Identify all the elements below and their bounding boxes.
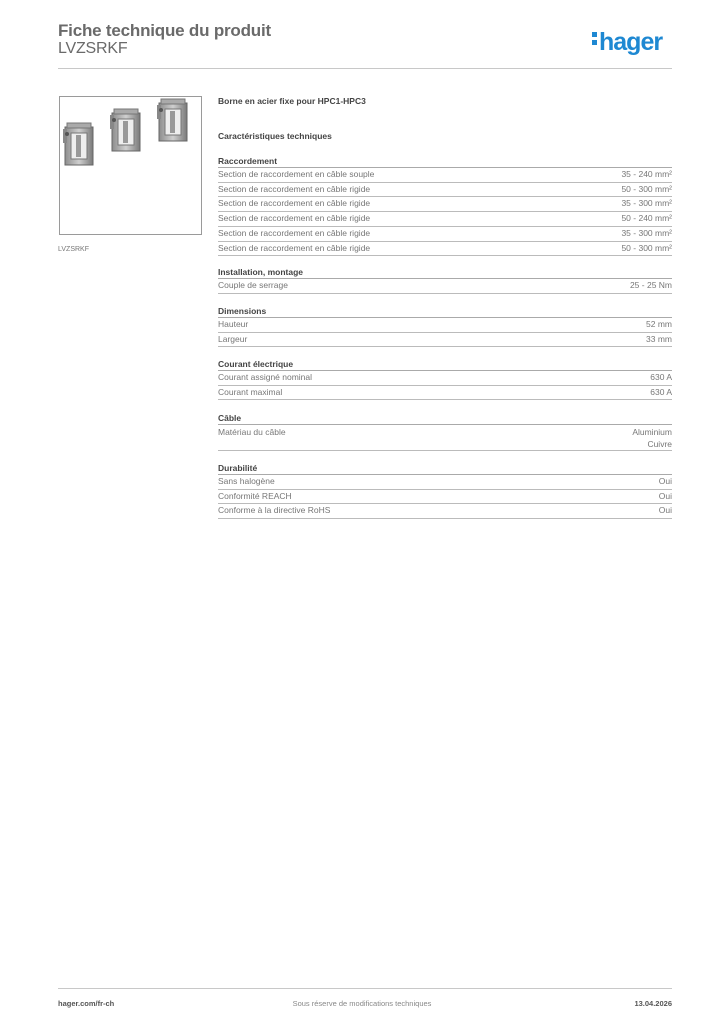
section-title: Courant électrique (218, 358, 672, 371)
row-label: Section de raccordement en câble souple (218, 169, 375, 179)
table-row (218, 490, 672, 505)
row-label: Section de raccordement en câble rigide (218, 213, 371, 224)
table-row (218, 371, 672, 386)
row-label: Section de raccordement en câble rigide (218, 227, 371, 238)
table-row (218, 197, 672, 212)
row-value: 35 - 300 mm² (621, 198, 672, 209)
row-value: Oui (658, 505, 672, 516)
row-label: Sans halogène (218, 476, 275, 486)
value-aluminium: Aluminium (632, 427, 672, 437)
table-row (218, 242, 672, 257)
section-courant (218, 358, 672, 400)
table-row (218, 386, 672, 401)
value-cuivre: Cuivre (647, 438, 672, 449)
section-cable (218, 412, 672, 451)
section-title: Dimensions (218, 305, 672, 318)
row-value: 25 - 25 Nm (629, 280, 672, 290)
table-row (218, 425, 672, 451)
row-label: Conformité REACH (218, 490, 292, 501)
section-dimensions (218, 305, 672, 347)
row-label: Matériau du câble (218, 427, 286, 437)
row-value: Oui (658, 476, 672, 486)
section-durabilite (218, 462, 672, 519)
table-row (218, 227, 672, 242)
row-label: Section de raccordement en câble rigide (218, 198, 371, 209)
row-value: 35 - 240 mm² (621, 169, 672, 179)
table-row (218, 279, 672, 294)
row-value (632, 427, 672, 450)
section-title: Durabilité (218, 462, 672, 475)
section-installation (218, 266, 672, 294)
row-value: 50 - 300 mm² (621, 183, 672, 194)
page-title: Fiche technique du produit (58, 21, 271, 40)
row-value: Oui (658, 490, 672, 501)
terminal-clamps-icon (60, 97, 201, 234)
characteristics-heading: Caractéristiques techniques (218, 131, 332, 141)
table-row (218, 318, 672, 333)
footer-divider (58, 988, 672, 989)
product-description: Borne en acier fixe pour HPC1-HPC3 (218, 96, 366, 106)
row-value: 50 - 240 mm² (621, 213, 672, 224)
row-value: 630 A (650, 372, 672, 382)
hager-logo (592, 28, 662, 57)
image-caption: LVZSRKF (58, 246, 89, 253)
section-title: Raccordement (218, 155, 672, 168)
row-label: Section de raccordement en câble rigide (218, 242, 371, 253)
row-value: 50 - 300 mm² (621, 242, 672, 253)
header-divider (58, 68, 672, 69)
row-value: 52 mm (646, 319, 672, 329)
row-label: Conforme à la directive RoHS (218, 505, 331, 516)
table-row (218, 475, 672, 490)
logo-dots-icon (592, 29, 597, 48)
table-row (218, 212, 672, 227)
row-label: Courant maximal (218, 386, 283, 397)
table-row (218, 504, 672, 519)
section-raccordement (218, 155, 672, 256)
table-row (218, 168, 672, 183)
table-row (218, 333, 672, 348)
row-value: 630 A (650, 386, 672, 397)
brand-name: hager (599, 28, 663, 56)
row-label: Largeur (218, 333, 248, 344)
table-row (218, 183, 672, 198)
product-image (59, 96, 202, 235)
section-title: Câble (218, 412, 672, 425)
section-title: Installation, montage (218, 266, 672, 279)
row-label: Hauteur (218, 319, 249, 329)
footer-date: 13.04.2026 (634, 999, 672, 1008)
footer-website: hager.com/fr-ch (58, 999, 115, 1008)
row-label: Couple de serrage (218, 280, 288, 290)
row-label: Courant assigné nominal (218, 372, 313, 382)
footer-disclaimer: Sous réserve de modifications techniques (292, 999, 432, 1008)
row-label: Section de raccordement en câble rigide (218, 183, 371, 194)
row-value: 33 mm (646, 333, 672, 344)
product-code: LVZSRKF (58, 40, 128, 57)
row-value: 35 - 300 mm² (621, 227, 672, 238)
